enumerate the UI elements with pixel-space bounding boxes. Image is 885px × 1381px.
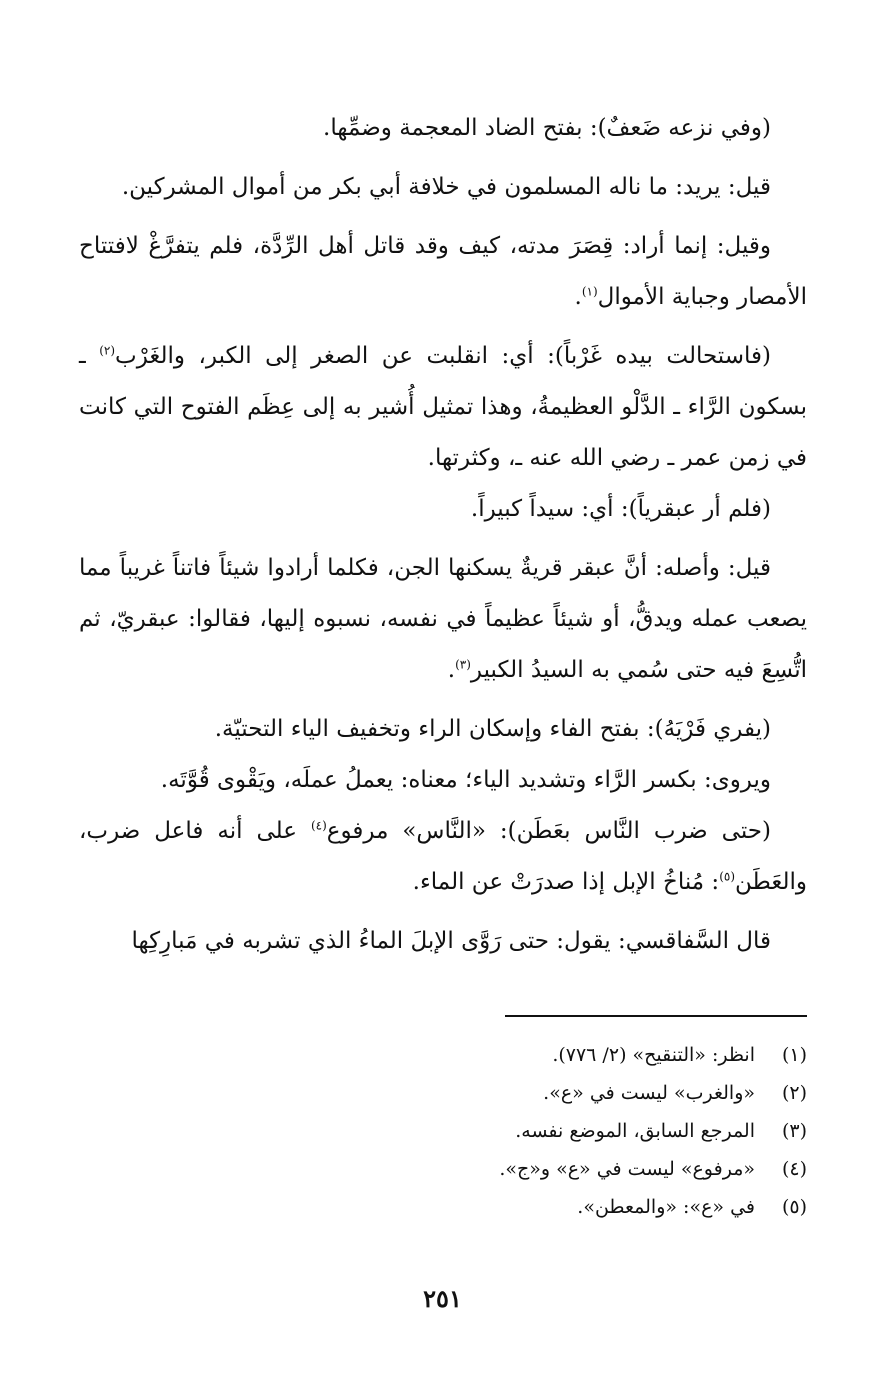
footnote-text: «مرفوع» ليست في «ع» و«ج». — [499, 1158, 755, 1180]
paragraph-text: على أنه فاعل ضرب، والعَطَن — [79, 818, 807, 895]
paragraph — [79, 221, 807, 323]
footnote-item — [79, 1074, 807, 1112]
footnote-marker: (١) — [581, 284, 598, 299]
footnotes — [79, 1036, 807, 1226]
paragraph-text: (فاستحالت بيده غَرْباً): أي: انقلبت عن الصغر إلى الكبر، والغَرْب — [115, 343, 771, 369]
paragraph-text: قال السَّفاقسي: يقول: حتى رَوَّى الإبلَ الماءُ الذي تشربه في مَبارِكِها — [131, 928, 771, 954]
paragraph-text: ويروى: بكسر الرَّاء وتشديد الياء؛ معناه: يعملُ عملَه، ويَقْوى قُوَّتَه. — [160, 767, 771, 793]
paragraph-text: . — [574, 284, 582, 310]
footnote-number: (٢) — [781, 1082, 807, 1104]
paragraph-text: قيل: وأصله: أنَّ عبقر قريةٌ يسكنها الجن، فكلما أرادوا شيئاً فاتناً غريباً مما يصعب عمله ويدقُّ، أو شيئاً عظيماً في نفسه، نسبوه إليها، فقالوا: عبقريّ، ثم اتُّسِعَ فيه حتى سُمي به السيدُ الكبير — [79, 555, 807, 683]
footnote-text: المرجع السابق، الموضع نفسه. — [515, 1120, 755, 1142]
paragraph — [79, 543, 807, 696]
footnote-marker: (٢) — [99, 343, 116, 358]
paragraph — [79, 916, 807, 967]
paragraph-text: (يفري فَرْيَهُ): بفتح الفاء وإسكان الراء وتخفيف الياء التحتيّة. — [214, 716, 771, 742]
paragraph-text: (فلم أر عبقرياً): أي: سيداً كبيراً. — [470, 496, 771, 522]
paragraph-text: قيل: يريد: ما ناله المسلمون في خلافة أبي بكر من أموال المشركين. — [121, 174, 771, 200]
footnote-marker: (٣) — [455, 657, 471, 672]
footnote-number: (١) — [781, 1044, 807, 1066]
paragraph-text: ـ بسكون الرَّاء ـ الدَّلْو العظيمةُ، وهذا تمثيل أُشير به إلى عِظَم الفتوح التي كانت في زمن عمر ـ رضي الله عنه ـ، وكثرتها. — [79, 343, 807, 471]
paragraph — [79, 806, 807, 908]
paragraph-text: : مُناخُ الإبل إذا صدرَتْ عن الماء. — [412, 869, 720, 895]
footnote-text: في «ع»: «والمعطن». — [577, 1196, 755, 1218]
footnote-marker: (٥) — [719, 869, 736, 884]
paragraph — [79, 755, 807, 806]
paragraph — [79, 162, 807, 213]
footnote-item — [79, 1036, 807, 1074]
paragraph — [79, 331, 807, 484]
footnote-number: (٤) — [781, 1158, 807, 1180]
footnote-item — [79, 1150, 807, 1188]
main-text — [79, 103, 807, 967]
footnote-item — [79, 1188, 807, 1226]
paragraph — [79, 103, 807, 154]
footnote-item — [79, 1112, 807, 1150]
paragraph-text: وقيل: إنما أراد: قِصَرَ مدته، كيف وقد قاتل أهل الرِّدَّة، فلم يتفرَّغْ لافتتاح الأمصار وجباية الأموال — [79, 233, 807, 310]
paragraph — [79, 704, 807, 755]
page-number: ٢٥١ — [423, 1284, 462, 1313]
paragraph-text: (حتى ضرب النَّاس بعَطَن): «النَّاس» مرفوع — [326, 818, 771, 844]
footnote-number: (٣) — [781, 1120, 807, 1142]
footnote-separator — [505, 1015, 807, 1017]
footnote-number: (٥) — [781, 1196, 807, 1218]
paragraph — [79, 484, 807, 535]
footnote-text: «والغرب» ليست في «ع». — [543, 1082, 755, 1104]
paragraph-text: (وفي نزعه ضَعفٌ): بفتح الضاد المعجمة وضمِّها. — [323, 115, 771, 141]
footnote-marker: (٤) — [310, 818, 327, 833]
footnote-text: انظر: «التنقيح» (٢/ ٧٧٦). — [552, 1044, 755, 1066]
paragraph-text: . — [447, 657, 456, 683]
